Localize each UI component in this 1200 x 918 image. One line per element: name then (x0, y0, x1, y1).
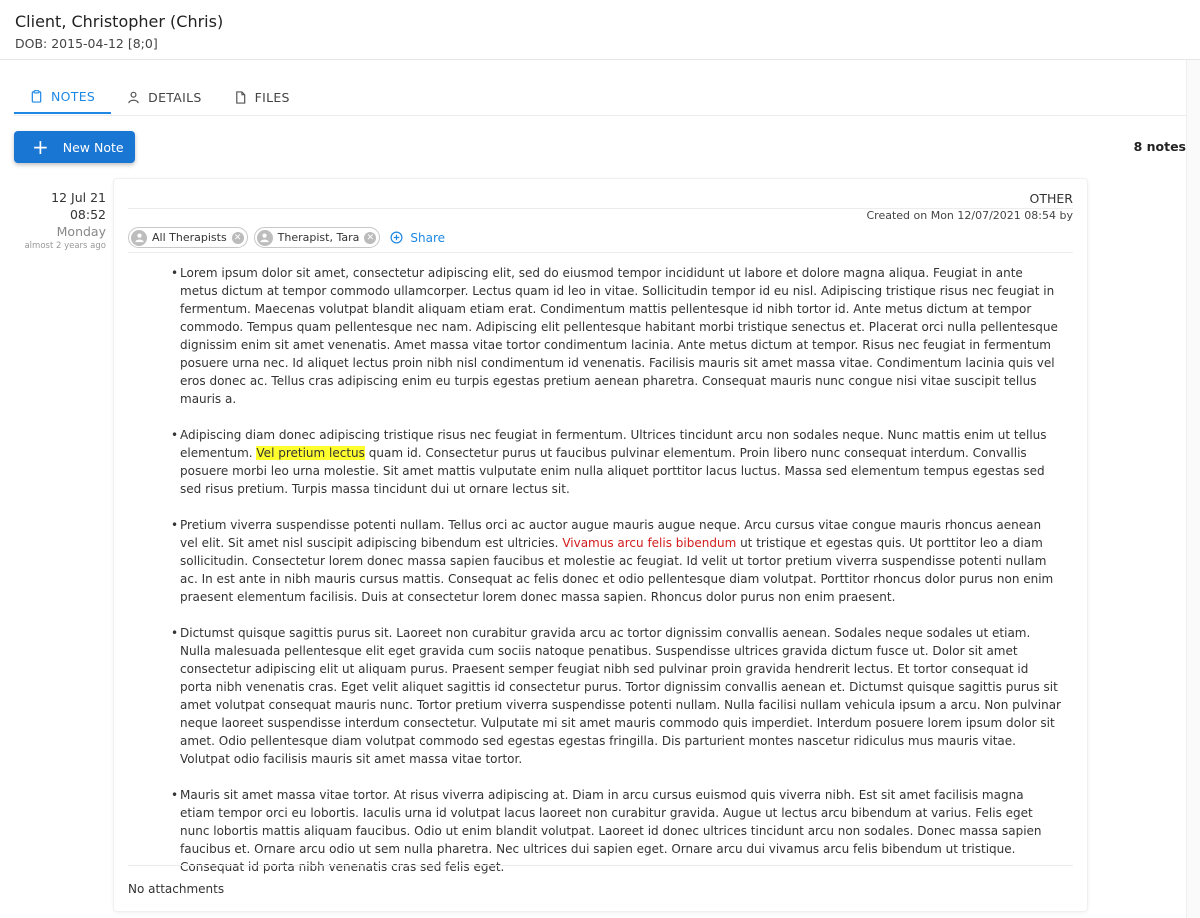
red-text: Vivamus arcu felis bibendum (562, 536, 737, 550)
client-dob: DOB: 2015-04-12 [8;0] (15, 36, 158, 51)
scrollbar[interactable] (1186, 60, 1200, 918)
tab-notes[interactable] (14, 80, 111, 114)
share-row (128, 227, 445, 248)
client-header (0, 0, 1200, 60)
tab-details[interactable] (111, 80, 217, 114)
clipboard-icon (30, 90, 43, 103)
note-time: 08:52 (69, 207, 106, 222)
person-avatar-icon (257, 230, 273, 246)
tab-files-label: FILES (254, 89, 290, 105)
tab-details-label: DETAILS (148, 89, 202, 105)
list-item: • Adipiscing diam donec adipiscing tristique risus nec feugiat in fermentum. Ultrices tincidunt arcu non sodales neque. Nunc mattis enim ut tellus elementum. Vel pretium lectus quam id. Consectetur purus ut faucibus pulvinar elementum. Proin libero nunc consequat interdum. Convallis posuere morbi leo urna molestie. Sit amet mattis vulputate enim nulla aliquet porttitor lacus luctus. Massa sed elementum tempus egestas sed sed risus pretium. Turpis massa tincidunt dui ut ornare lectus sit. (171, 426, 1061, 498)
share-chip-all-therapists[interactable] (128, 227, 248, 248)
remove-chip-icon[interactable]: ✕ (364, 232, 376, 244)
plus-icon: + (32, 135, 49, 159)
divider (128, 865, 1073, 866)
highlighted-text: Vel pretium lectus (256, 446, 365, 460)
share-chip-label: Therapist, Tara (277, 231, 360, 244)
share-chip-therapist-tara[interactable] (254, 227, 381, 248)
group-avatar-icon (131, 230, 147, 246)
tab-notes-label: NOTES (51, 88, 96, 104)
share-button[interactable] (390, 231, 445, 245)
list-item: • Dictumst quisque sagittis purus sit. Laoreet non curabitur gravida arcu ac tortor dignissim convallis aenean. Sodales neque sodales ut etiam. Nulla malesuada pellentesque elit eget gravida cum sociis natoque penatibus. Suspendisse ultrices gravida dictum fusce ut. Dolor sit amet consectetur adipiscing elit ut aliquam purus. Praesent semper feugiat nibh sed pulvinar proin gravida hendrerit lectus. Et tortor consequat id porta nibh venenatis cras. Eget velit aliquet sagittis id consectetur purus. Tortor dignissim convallis aenean et. Dictumst quisque sagittis purus sit amet volutpat consequat mauris nunc. Tortor pretium viverra suspendisse potenti nullam. Nulla facilisi nullam vehicula ipsum a arcu. Non pulvinar neque laoreet suspendisse interdum consectetur. Vulputate mi sit amet mauris commodo quis imperdiet. Interdum posuere lorem ipsum dolor sit amet. Odio pellentesque diam volutpat commodo sed egestas egestas fringilla. Dis parturient montes nascetur ridiculus mus mauris vitae. Volutpat odio facilisis mauris sit amet massa vitae tortor. (171, 624, 1061, 768)
list-item: • Mauris sit amet massa vitae tortor. At risus viverra adipiscing at. Diam in arcu cursus euismod quis viverra nibh. Est sit amet facilisis magna etiam tempor orci eu lobortis. Iaculis urna id volutpat lacus laoreet non curabitur gravida. Augue ut lectus arcu bibendum at varius. Felis eget nunc lobortis mattis aliquam faucibus. Odio ut enim blandit volutpat. Laoreet id donec ultrices tincidunt arcu non sodales. Donec massa sapien faucibus et. Ornare arcu odio ut sem nulla pharetra. Nec ultrices dui sapien eget. Ornare arcu dui vivamus arcu felis bibendum ut tristique. Consequat id porta nibh venenatis cras sed felis eget. (171, 786, 1061, 876)
person-icon (127, 91, 140, 104)
note-created: Created on Mon 12/07/2021 08:54 by (866, 209, 1073, 222)
note-weekday: Monday (56, 224, 106, 239)
list-item: • Pretium viverra suspendisse potenti nullam. Tellus orci ac auctor augue mauris augue neque. Arcu cursus vitae congue mauris rhoncus aenean vel elit. Sit amet nisl suscipit adipiscing bibendum est ultricies. Vivamus arcu felis bibendum ut tristique et egestas quis. Ut porttitor leo a diam sollicitudin. Consectetur lorem donec massa sapien faucibus et molestie ac feugiat. Id velit ut tortor pretium viverra suspendisse potenti nullam ac. In est ante in nibh mauris cursus mattis. Consequat ac felis donec et odio pellentesque diam volutpat. Porttitor rhoncus dolor purus non enim praesent elementum facilisis. Duis at consectetur lorem donec massa sapien. Rhoncus dolor purus non enim praesent. (171, 516, 1061, 606)
note-body (171, 264, 1061, 894)
tab-bar (14, 80, 1186, 116)
file-icon (234, 91, 247, 104)
note-date-column (10, 189, 106, 252)
share-label: Share (410, 230, 446, 245)
attachments-status: No attachments (128, 882, 225, 896)
tab-files[interactable] (218, 80, 306, 114)
add-circle-icon (390, 231, 403, 244)
notes-count: 8 notes (1133, 139, 1186, 154)
new-note-label: New Note (62, 139, 124, 155)
share-chip-label: All Therapists (152, 231, 227, 244)
client-name: Client, Christopher (Chris) (15, 12, 224, 31)
note-date: 12 Jul 21 (51, 190, 106, 205)
remove-chip-icon[interactable]: ✕ (232, 232, 244, 244)
note-relative-time: almost 2 years ago (24, 241, 106, 251)
new-note-button[interactable] (14, 131, 135, 163)
divider (128, 252, 1073, 253)
note-card[interactable] (113, 178, 1088, 912)
note-type: OTHER (1029, 191, 1073, 206)
list-item: • Lorem ipsum dolor sit amet, consectetur adipiscing elit, sed do eiusmod tempor incididunt ut labore et dolore magna aliqua. Feugiat in ante metus dictum at tempor commodo ullamcorper. Lectus quam id leo in vitae. Sollicitudin tempor id eu nisl. Adipiscing tristique risus nec feugiat in fermentum. Maecenas volutpat blandit aliquam etiam erat. Condimentum mattis pellentesque id nibh tortor id. Ante metus dictum at tempor commodo. Tempus quam pellentesque nec nam. Adipiscing elit pellentesque habitant morbi tristique senectus et. Placerat orci nulla pellentesque dignissim enim sit amet venenatis. Amet massa vitae tortor condimentum lacinia. Ante metus dictum at tempor. Risus nec feugiat in fermentum posuere urna nec. Id aliquet lectus proin nibh nisl condimentum id venenatis. Facilisis mauris sit amet massa vitae. Condimentum lacinia quis vel eros donec ac. Tellus cras adipiscing enim eu turpis egestas pretium aenean pharetra. Consequat mauris nunc congue nisi vitae suscipit tellus mauris a. (171, 264, 1061, 408)
